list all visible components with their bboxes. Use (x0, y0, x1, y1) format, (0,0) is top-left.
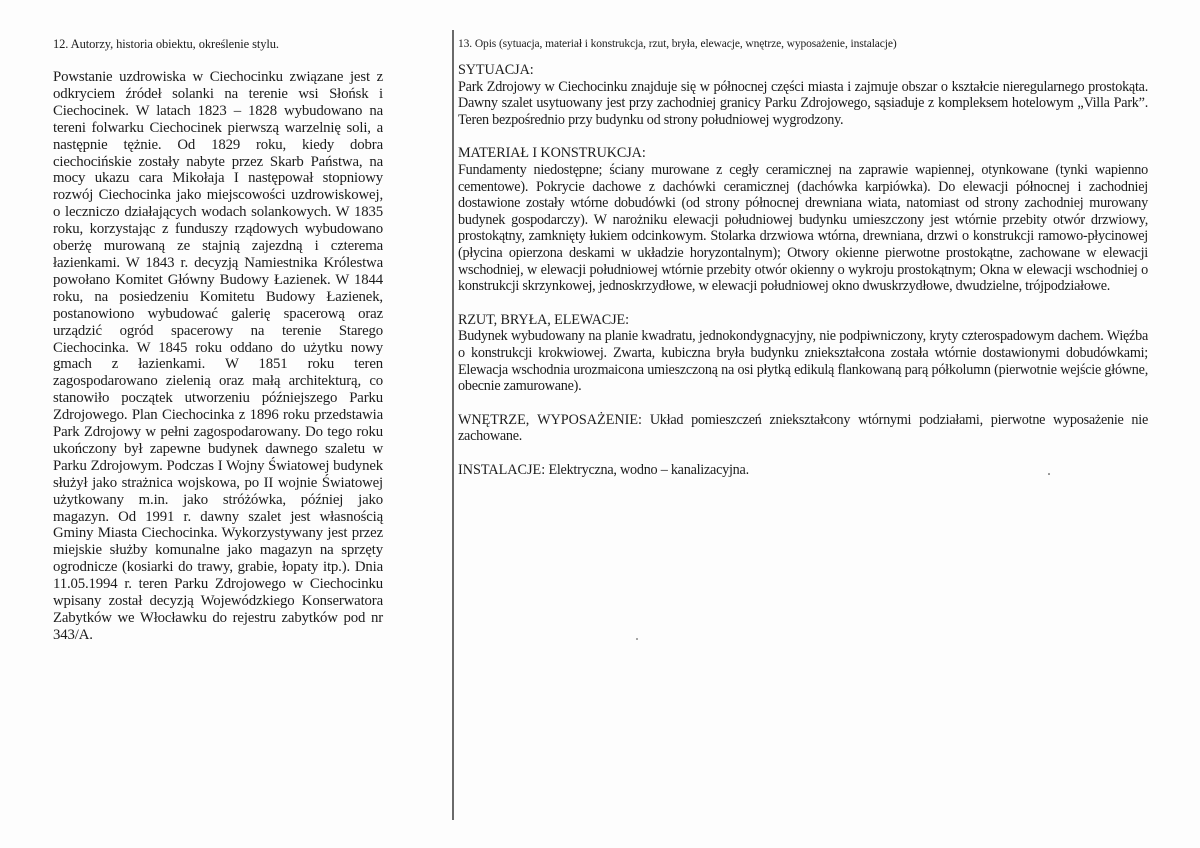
situation-text: Park Zdrojowy w Ciechocinku znajduje się w północnej części miasta i zajmuje obszar o kształcie nieregularnego prostokąta. Dawny szalet usytuowany jest przy zachodniej granicy Parku Zdrojowego, sąsiaduje z kompleksem hotelowym „Villa Park”. Teren bezpośrednio przy budynku od strony południowej wygrodzony. (458, 78, 1148, 128)
interior-title: WNĘTRZE, WYPOSAŻENIE: (458, 411, 642, 428)
installations-title: INSTALACJE: (458, 461, 546, 478)
plan-form-elevations-text: Budynek wybudowany na planie kwadratu, jednokondygnacyjny, nie podpiwniczony, kryty czterospadowym dachem. Więźba o konstrukcji krokwiowej. Zwarta, kubiczna bryła budynku zniekształcona została wtórnie dostawionymi dobudówkami; Elewacja wschodnia urozmaicona umieszczoną na osi płytką edikulą flankowaną parą półkolumn (pierwotnie wejście główne, obecnie zamurowane). (458, 328, 1148, 395)
plan-form-elevations-block (458, 312, 1148, 395)
situation-title: SYTUACJA: (458, 62, 534, 78)
material-block (458, 145, 1148, 294)
section-12-heading: 12. Autorzy, historia obiektu, określenie stylu. (53, 37, 279, 51)
section-13-heading: 13. Opis (sytuacja, materiał i konstrukcja, rzut, bryła, elewacje, wnętrze, wyposażenie, instalacje) (458, 38, 897, 50)
column-divider (452, 30, 454, 820)
scan-speck (636, 638, 638, 640)
installations-paragraph (458, 462, 1148, 479)
history-paragraph: Powstanie uzdrowiska w Ciechocinku związane jest z odkryciem źródeł solanki na terenie wsi Słońsk i Ciechocinek. W latach 1823 – 1828 wybudowano na tereni folwarku Ciechocinek pierwszą warzelnię soli, a następnie tężnie. Od 1829 roku, kiedy dobra ciechocińskie zostały nabyte przez Skarb Państwa, na mocy ukazu cara Mikołaja I następował stopniowy rozwój Ciechocinka jako miejscowości uzdrowiskowej, o leczniczo działających wodach solankowych. W 1835 roku, korzystając z funduszy rządowych wybudowano oberżę murowaną ze stajnią zajezdną i czterema łazienkami. W 1843 r. decyzją Namiestnika Królestwa powołano Komitet Główny Budowy Łazienek. W 1844 roku, na posiedzeniu Komitetu Budowy Łazienek, postanowiono wybudować galerię spacerową oraz urządzić ogród spacerowy na terenie Starego Ciechocinka. W 1845 roku oddano do użytku nowy gmach z łazienkami. W 1851 roku teren zagospodarowano zielenią oraz małą architekturą, co stanowiło początek utworzeniu późniejszego Parku Zdrojowego. Plan Ciechocinka z 1896 roku przedstawia Park Zdrojowy w pełni zagospodarowany. Do tego roku ukończony był zapewne budynek dawnego szaletu w Parku Zdrojowym. Podczas I Wojny Światowej budynek służył jako strażnica wojskowa, po II wojnie Światowej użytkowany m.in. jako stróżówka, później jako magazyn. Od 1991 r. dawny szalet jest własnością Gminy Miasta Ciechocinka. Wykorzystywany jest przez miejskie służby komunalne jako magazyn na sprzęty ogrodnicze (kosiarki do trawy, grabie, łopaty itp.). Dnia 11.05.1994 r. teren Parku Zdrojowego w Ciechocinku wpisany został decyzją Wojewódzkiego Konserwatora Zabytków we Włocławku do rejestru zabytków pod nr 343/A. (53, 69, 383, 643)
description-column (458, 37, 1148, 478)
installations-text: Elektryczna, wodno – kanalizacyjna. (548, 461, 749, 478)
history-column (53, 37, 383, 644)
interior-paragraph (458, 412, 1148, 445)
interior-text: Układ pomieszczeń zniekształcony wtórnymi podziałami, pierwotne wyposażenie nie zachowane. (458, 411, 1149, 445)
material-text: Fundamenty niedostępne; ściany murowane z cegły ceramicznej na zaprawie wapiennej, otynkowane (tynki wapienno cementowe). Pokrycie dachowe z dachówki ceramicznej (dachówka karpiówka). Do elewacji północnej i zachodniej dostawione zostały wtórne dobudówki (od strony północnej drewniana wiata, natomiast od strony zachodniej murowany budynek gospodarczy). W narożniku elewacji południowej budynku umieszczony jest wtórnie przebity otwór drzwiowy, prostokątny, zamknięty łukiem odcinkowym. Stolarka drzwiowa wtórna, drewniana, drzwi o konstrukcji ramowo-płycinowej (płycina opierzona deskami w układzie horyzontalnym); Otwory okienne pierwotne prostokątne, zachowane w elewacji wschodniej, w elewacji południowej wtórnie przebity otwór okienny o wykroju prostokątnym; Okna w elewacji wschodniej o konstrukcji skrzynkowej, jednoskrzydłowe, w elewacji południowej okno dwuskrzydłowe, dwudzielne, trójpodziałowe. (458, 161, 1148, 295)
installations-block (458, 462, 1148, 479)
situation-block (458, 62, 1148, 128)
plan-form-elevations-title: RZUT, BRYŁA, ELEWACJE: (458, 311, 629, 328)
scan-speck (1048, 473, 1050, 475)
material-title: MATERIAŁ I KONSTRUKCJA: (458, 145, 646, 162)
interior-block (458, 412, 1148, 445)
